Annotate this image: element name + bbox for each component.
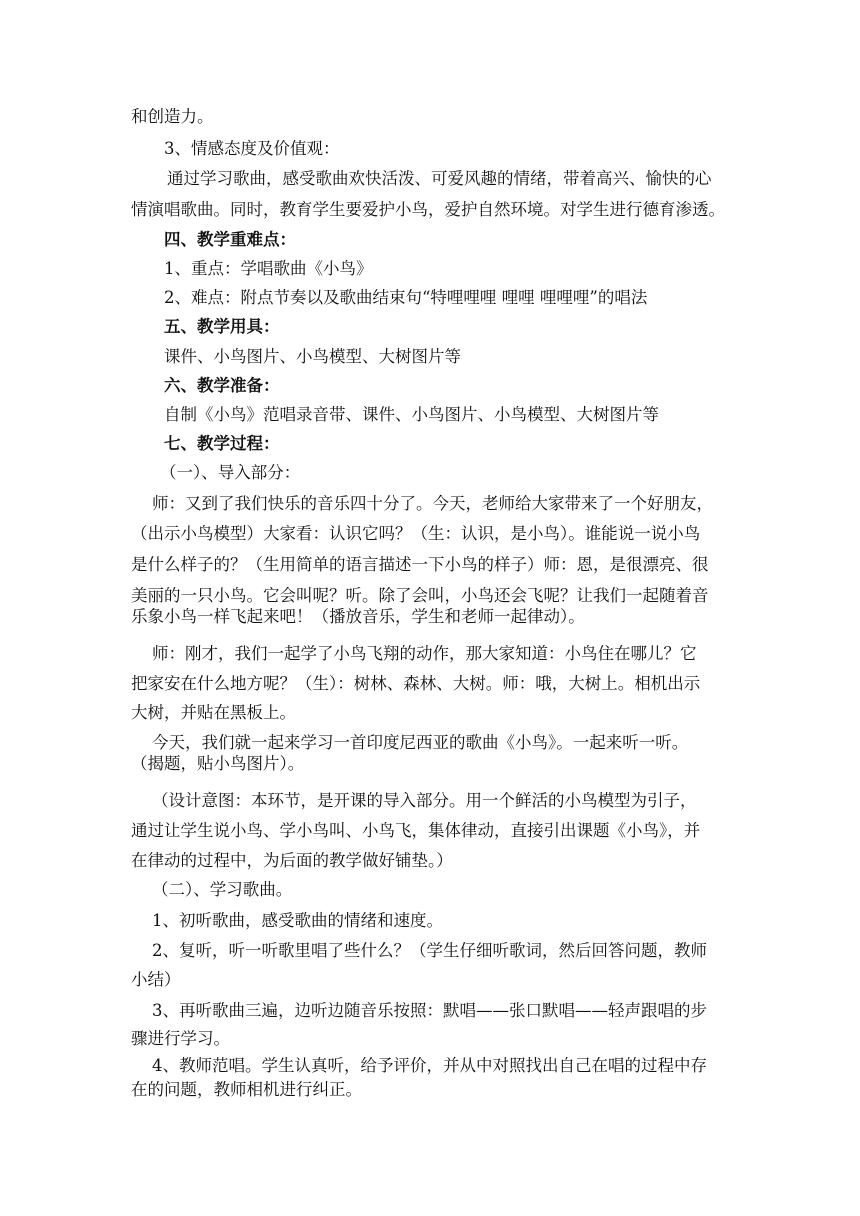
text-line: 师：又到了我们快乐的音乐四十分了。今天，老师给大家带来了一个好朋友， (152, 494, 713, 513)
text-line: 自制《小鸟》范唱录音带、课件、小鸟图片、小鸟模型、大树图片等 (164, 405, 659, 424)
text-line: （出示小鸟模型）大家看：认识它吗？（生：认识，是小鸟）。谁能说一说小鸟 (131, 524, 701, 543)
text-line: 美丽的一只小鸟。它会叫呢？听。除了会叫，小鸟还会飞呢？让我们一起随着音 (131, 586, 709, 605)
text-line: 3、再听歌曲三遍，边听边随音乐按照：默唱——张口默唱——轻声跟唱的步 (152, 1001, 707, 1020)
text-line: 乐象小鸟一样飞起来吧！（播放音乐，学生和老师一起律动）。 (131, 607, 585, 626)
text-line: （一）、导入部分： (160, 463, 301, 482)
text-line: 2、复听，听一听歌里唱了些什么？（学生仔细听歌词，然后回答问题，教师 (152, 941, 707, 960)
text-line: （二）、学习歌曲。 (152, 880, 293, 899)
text-line: 小结） (131, 970, 181, 989)
text-line: 1、重点：学唱歌曲《小鸟》 (164, 259, 373, 278)
text-line: 3、情感态度及价值观： (164, 139, 340, 158)
text-line: 今天，我们就一起来学习一首印度尼西亚的歌曲《小鸟》。一起来听一听。 (152, 733, 689, 752)
text-line: 课件、小鸟图片、小鸟模型、大树图片等 (164, 347, 461, 366)
text-line: 在律动的过程中，为后面的教学做好铺垫。） (131, 851, 453, 870)
section-heading: 五、教学用具： (164, 317, 280, 336)
section-heading: 七、教学过程： (164, 434, 280, 453)
text-line: 是什么样子的？（生用简单的语言描述一下小鸟的样子）师：恩，是很漂亮、很 (131, 555, 709, 574)
text-line: 1、初听歌曲，感受歌曲的情绪和速度。 (152, 911, 443, 930)
section-heading: 六、教学准备： (164, 376, 280, 395)
text-line: 通过学习歌曲，感受歌曲欢快活泼、可爱风趣的情绪，带着高兴、愉快的心 (167, 169, 712, 188)
text-line: 把家安在什么地方呢？（生）：树林、森林、大树。师：哦，大树上。相机出示 (131, 674, 701, 693)
text-line: 2、难点：附点节奏以及歌曲结束句“特哩哩哩 哩哩 哩哩哩”的唱法 (164, 288, 648, 307)
text-line: 骤进行学习。 (131, 1029, 230, 1048)
text-line: 大树，并贴在黑板上。 (131, 703, 296, 722)
text-line: 情演唱歌曲。同时，教育学生要爱护小鸟，爱护自然环境。对学生进行德育渗透。 (131, 200, 725, 219)
text-line: （揭题，贴小鸟图片）。 (131, 754, 305, 773)
text-line: 4、教师范唱。学生认真听，给予评价，并从中对照找出自己在唱的过程中存 (152, 1056, 707, 1075)
text-line: 和创造力。 (131, 107, 214, 126)
text-line: 师：刚才，我们一起学了小鸟飞翔的动作，那大家知道：小鸟住在哪儿？它 (152, 644, 697, 663)
text-line: （设计意图：本环节，是开课的导入部分。用一个鲜活的小鸟模型为引子， (152, 791, 697, 810)
text-line: 在的问题，教师相机进行纠正。 (131, 1080, 362, 1099)
section-heading: 四、教学重难点： (164, 230, 296, 249)
text-line: 通过让学生说小鸟、学小鸟叫、小鸟飞，集体律动，直接引出课题《小鸟》，并 (131, 821, 701, 840)
